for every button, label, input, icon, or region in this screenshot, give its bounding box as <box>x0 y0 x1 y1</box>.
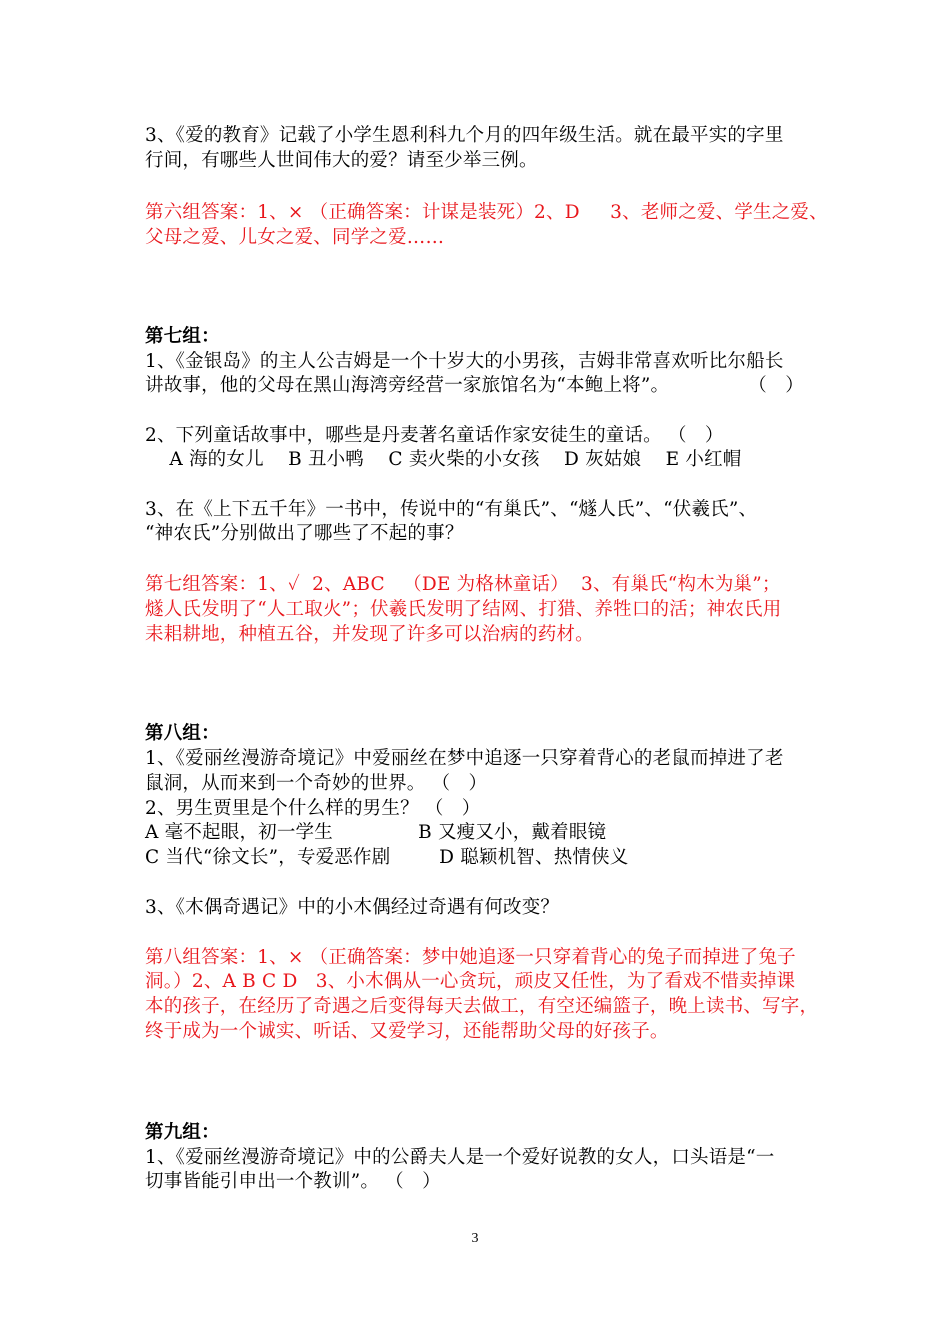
question-options: A 毫不起眼，初一学生 B 又瘦又小，戴着眼镜 <box>145 822 607 843</box>
question-text: 3、《木偶奇遇记》中的小木偶经过奇遇有何改变？ <box>145 897 560 918</box>
answer-text: 耒耜耕地，种植五谷，并发现了许多可以治病的药材。 <box>145 624 594 645</box>
answer-text: 第七组答案：1、✓ 2、ABC （DE 为格林童话） 3、有巢氏“构木为巢”； <box>145 574 781 595</box>
question-options: A 海的女儿 B 丑小鸭 C 卖火柴的小女孩 D 灰姑娘 E 小红帽 <box>145 449 742 470</box>
question-text: 2、男生贾里是个什么样的男生？ （ ） <box>145 798 481 819</box>
question-text: 1、《金银岛》的主人公吉姆是一个十岁大的小男孩，吉姆非常喜欢听比尔船长 <box>145 351 784 372</box>
question-options: C 当代“徐文长”，专爱恶作剧 D 聪颖机智、热情侠义 <box>145 847 629 868</box>
question-text: 2、下列童话故事中，哪些是丹麦著名童话作家安徒生的童话。 （ ） <box>145 425 724 446</box>
question-text: 1、《爱丽丝漫游奇境记》中的公爵夫人是一个爱好说教的女人，口头语是“一 <box>145 1147 775 1168</box>
question-text: 3、《爱的教育》记载了小学生恩利科九个月的四年级生活。就在最平实的字里 <box>145 125 784 146</box>
answer-text: 洞。）2、A B C D 3、小木偶从一心贪玩，顽皮又任性，为了看戏不惜卖掉课 <box>145 971 796 992</box>
question-text: 行间，有哪些人世间伟大的爱？请至少举三例。 <box>145 150 538 171</box>
answer-text: 终于成为一个诚实、听话、又爱学习，还能帮助父母的好孩子。 <box>145 1021 669 1042</box>
question-text: 鼠洞，从而来到一个奇妙的世界。 （ ） <box>145 773 488 794</box>
answer-text: 第六组答案：1、× （正确答案：计谋是装死）2、D 3、老师之爱、学生之爱、 <box>145 202 828 223</box>
question-text: 3、在《上下五千年》一书中，传说中的“有巢氏”、“燧人氏”、“伏羲氏”、 <box>145 499 758 520</box>
question-text: “神农氏”分别做出了哪些了不起的事？ <box>145 523 464 544</box>
answer-text: 燧人氏发明了“人工取火”；伏羲氏发明了结网、打猎、养牲口的活；神农氏用 <box>145 599 782 620</box>
question-text: 讲故事，他的父母在黑山海湾旁经营一家旅馆名为“本鲍上将”。 （ ） <box>145 375 804 396</box>
answer-text: 第八组答案：1、× （正确答案：梦中她追逐一只穿着背心的兔子而掉进了兔子 <box>145 947 796 968</box>
question-text: 1、《爱丽丝漫游奇境记》中爱丽丝在梦中追逐一只穿着背心的老鼠而掉进了老 <box>145 748 784 769</box>
group-heading: 第八组： <box>145 723 220 744</box>
group-heading: 第九组： <box>145 1122 220 1143</box>
group-heading: 第七组： <box>145 326 220 347</box>
answer-text: 本的孩子，在经历了奇遇之后变得每天去做工，有空还编篮子，晚上读书、写字， <box>145 996 819 1017</box>
page-number: 3 <box>471 1231 479 1246</box>
question-text: 切事皆能引申出一个教训”。 （ ） <box>145 1171 441 1192</box>
answer-text: 父母之爱、儿女之爱、同学之爱…… <box>145 227 445 248</box>
